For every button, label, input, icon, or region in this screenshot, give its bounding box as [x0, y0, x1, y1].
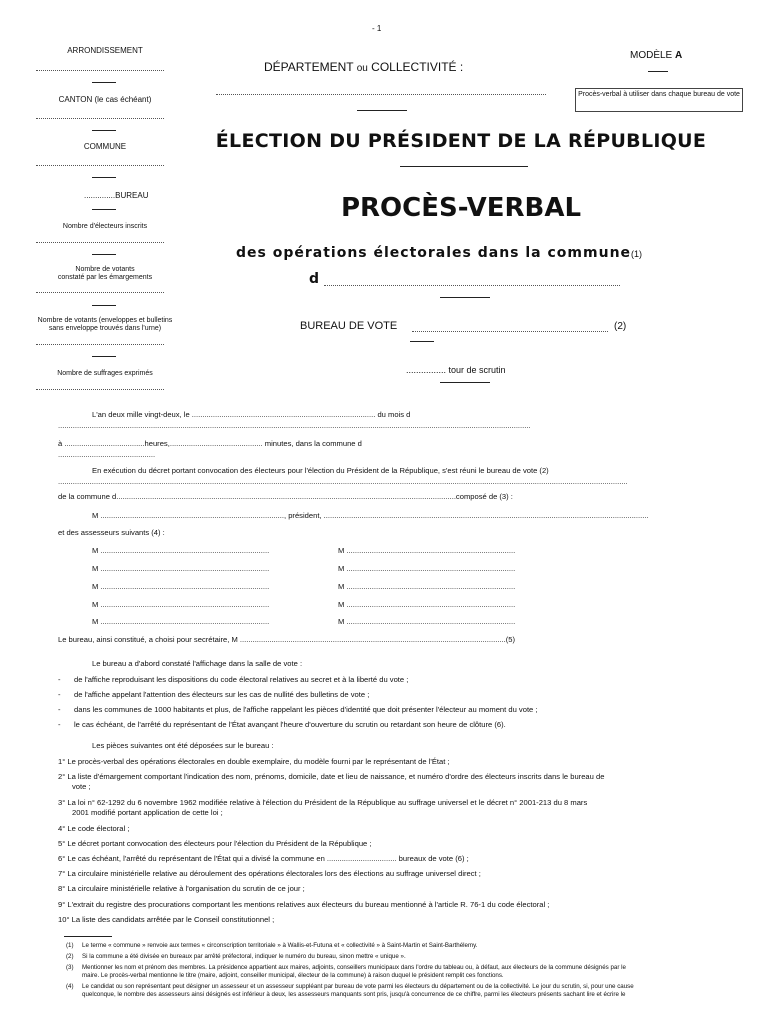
- modele-label: [630, 50, 682, 61]
- list-item: 1° Le procès-verbal des opérations électorales en double exemplaire, du modèle fourni par le représentant de l'État ;: [58, 757, 450, 766]
- pieces-intro: Les pièces suivantes ont été déposées sur le bureau :: [92, 741, 274, 750]
- assessor-field[interactable]: M ................................................................................: [338, 564, 516, 573]
- pv-title: PROCÈS-VERBAL: [340, 193, 582, 223]
- usage-note: Procès-verbal à utiliser dans chaque bureau de vote: [578, 91, 740, 98]
- arrondissement-field[interactable]: [36, 70, 164, 71]
- time-line: à ......................................heures,............................................ minutes, dans la commune d: [58, 439, 362, 448]
- divider: [92, 177, 116, 178]
- departement-heading: [264, 60, 463, 74]
- enveloppes-field[interactable]: [36, 344, 164, 345]
- date-line: L'an deux mille vingt-deux, le ....................................................................................... du mois d: [92, 410, 411, 419]
- departement-field[interactable]: [216, 94, 546, 95]
- arrondissement-label: ARRONDISSEMENT: [67, 46, 143, 55]
- votants-field[interactable]: [36, 292, 164, 293]
- assesseurs-intro: et des assesseurs suivants (4) :: [58, 528, 165, 537]
- tour-field[interactable]: ................: [406, 365, 447, 375]
- list-item-cont: vote ;: [72, 782, 91, 791]
- footnote-text: Mentionner les nom et prénom des membres. La présidence appartient aux maires, adjoints, conseillers municipaux dans l'ordre du tableau ou, à défaut, aux électeurs de la commune désignés par le: [82, 964, 626, 971]
- footnote-text: Si la commune a été divisée en bureaux par arrêté préfectoral, indiquer le numéro du bureau, sinon mettre « unique ».: [82, 953, 406, 960]
- operations-heading: [236, 244, 642, 261]
- divider: [92, 82, 116, 83]
- assessor-field[interactable]: M ................................................................................: [338, 546, 516, 555]
- list-item: 4° Le code électoral ;: [58, 824, 130, 833]
- list-item: 10° La liste des candidats arrêtée par le Conseil constitutionnel ;: [58, 915, 275, 924]
- decret-line: En exécution du décret portant convocation des électeurs pour l'élection du Président de la République, s'est réuni le bureau de vote (2): [92, 466, 549, 475]
- commune-d-letter: d: [309, 271, 320, 287]
- footnote-number: (4): [66, 983, 74, 990]
- list-item: le cas échéant, de l'arrêté du représentant de l'État avançant l'heure d'ouverture du scrutin ou retardant son heure de clôture (6).: [74, 720, 506, 729]
- bullet: -: [58, 675, 61, 684]
- affichage-intro: Le bureau a d'abord constaté l'affichage dans la salle de vote :: [92, 659, 303, 668]
- assessor-field[interactable]: M ................................................................................: [338, 600, 516, 609]
- list-item: 8° La circulaire ministérielle relative à l'organisation du scrutin de ce jour ;: [58, 884, 305, 893]
- enveloppes-label-2: sans enveloppe trouvés dans l'urne): [48, 325, 162, 332]
- collectivite-text: COLLECTIVITÉ :: [371, 60, 464, 74]
- divider: [92, 356, 116, 357]
- footnote-rule: [64, 936, 112, 937]
- divider: [410, 341, 434, 342]
- suffrages-label: Nombre de suffrages exprimés: [57, 370, 153, 377]
- divider: [92, 305, 116, 306]
- enveloppes-label-1: Nombre de votants (enveloppes et bulletins: [37, 317, 173, 324]
- divider: [357, 110, 407, 111]
- bureau-prefix: ..............: [84, 191, 116, 200]
- divider: [440, 382, 490, 383]
- commune-name-field[interactable]: [324, 285, 620, 286]
- operations-text: des opérations électorales dans la commune: [236, 245, 632, 261]
- footnote-number: (2): [66, 953, 74, 960]
- list-item: 9° L'extrait du registre des procurations comportant les mentions relatives aux électeurs du bureau mentionné à l'article R. 76-1 du code électoral ;: [58, 900, 550, 909]
- list-item: 7° La circulaire ministérielle relative au déroulement des opérations électorales lors des élections au suffrage universel direct ;: [58, 869, 481, 878]
- president-line: M ......................................................................................., président, ..........................................................................................................................................................: [92, 511, 649, 520]
- assessor-field[interactable]: M ................................................................................: [338, 617, 516, 626]
- ou-text: ou: [356, 63, 368, 74]
- bullet: -: [58, 705, 61, 714]
- canton-field[interactable]: [36, 118, 164, 119]
- page-number: - 1: [372, 24, 382, 33]
- list-item: 2° La liste d'émargement comportant l'indication des nom, prénoms, domicile, date et lieu de naissance, et numéro d'ordre des électeurs inscrits dans le bureau de: [58, 772, 605, 781]
- footnote-text: Le candidat ou son représentant peut désigner un assesseur et un assesseur suppléant par bureau de vote parmi les électeurs du département ou de la collectivité. Le jour du scrutin, si, pour une cause: [82, 983, 634, 990]
- departement-text: DÉPARTEMENT: [264, 60, 354, 74]
- divider: [440, 297, 490, 298]
- divider: [400, 166, 528, 167]
- bullet: -: [58, 720, 61, 729]
- tour-label: [406, 365, 506, 375]
- footnote-text: quelconque, le nombre des assesseurs ainsi désignés est inférieur à deux, les assesseurs manquants sont pris, jusqu'à concurrence de ce chiffre, parmi les électeurs présents sachant lire et écrire le: [82, 991, 626, 998]
- assessor-field[interactable]: M ................................................................................: [92, 600, 270, 609]
- election-title: ÉLECTION DU PRÉSIDENT DE LA RÉPUBLIQUE: [215, 130, 707, 152]
- bureau-ref: (2): [614, 321, 627, 332]
- assessor-field[interactable]: M ................................................................................: [92, 564, 270, 573]
- votants-label-2: constaté par les émargements: [57, 274, 153, 281]
- assessor-field[interactable]: M ................................................................................: [92, 546, 270, 555]
- divider: [92, 254, 116, 255]
- bureau-de-vote-field[interactable]: [412, 331, 608, 332]
- modele-text: MODÈLE: [630, 50, 673, 61]
- list-item: 3° La loi n° 62-1292 du 6 novembre 1962 modifiée relative à l'élection du Président de la République au suffrage universel et le décret n° 2001-213 du 8 mars: [58, 798, 588, 807]
- list-item: de l'affiche reproduisant les dispositions du code électoral relatives au secret et à la liberté du vote ;: [74, 675, 409, 684]
- votants-label-1: Nombre de votants: [75, 266, 135, 273]
- list-item-cont: 2001 modifié portant application de cette loi ;: [72, 808, 223, 817]
- operations-ref: (1): [631, 249, 643, 259]
- inscrits-field[interactable]: [36, 242, 164, 243]
- footnote-text: maire. Le procès-verbal mentionne le titre (maire, adjoint, conseiller municipal, électeur de la commune) à raison duquel le président remplit ces fonctions.: [82, 972, 504, 979]
- bureau-de-vote-label: BUREAU DE VOTE: [300, 320, 398, 332]
- list-item: 6° Le cas échéant, l'arrêté du représentant de l'État qui a divisé la commune en ................................. bureaux de vote (6) ;: [58, 854, 469, 863]
- divider: [648, 71, 668, 72]
- date-line-cont: ................................................................................................................................................................................................................................: [58, 421, 531, 430]
- divider: [92, 209, 116, 210]
- inscrits-label: Nombre d'électeurs inscrits: [62, 223, 148, 230]
- tour-text: tour de scrutin: [448, 365, 506, 375]
- commune-label: COMMUNE: [83, 142, 127, 151]
- footnote-text: Le terme « commune » renvoie aux termes « circonscription territoriale » à Wallis-et-Futuna et « collectivité » à Saint-Martin et Saint-Barthélemy.: [82, 942, 478, 949]
- usage-note-box: [575, 88, 743, 112]
- commune-field[interactable]: [36, 165, 164, 166]
- list-item: dans les communes de 1000 habitants et plus, de l'affiche rappelant les pièces d'identité que doit présenter l'électeur au moment du vote ;: [74, 705, 538, 714]
- assessor-field[interactable]: M ................................................................................: [92, 617, 270, 626]
- assessor-field[interactable]: M ................................................................................: [338, 582, 516, 591]
- bullet: -: [58, 690, 61, 699]
- list-item: 5° Le décret portant convocation des électeurs pour l'élection du Président de la République ;: [58, 839, 372, 848]
- suffrages-field[interactable]: [36, 389, 164, 390]
- secretaire-line: Le bureau, ainsi constitué, a choisi pour secrétaire, M ..............................................................................................................................(5): [58, 635, 516, 644]
- canton-label: CANTON (le cas échéant): [58, 95, 152, 104]
- assessor-field[interactable]: M ................................................................................: [92, 582, 270, 591]
- commune-compose-line: de la commune d.................................................................................................................................................................composé de (3) :: [58, 492, 513, 501]
- footnote-number: (3): [66, 964, 74, 971]
- list-item: de l'affiche appelant l'attention des électeurs sur les cas de nullité des bulletins de vote ;: [74, 690, 370, 699]
- bureau-text: BUREAU: [115, 191, 149, 200]
- bureau-label: [84, 191, 148, 200]
- modele-letter: A: [675, 50, 683, 61]
- decret-line-cont: ..............................................................................................................................................................................................................................................................................: [58, 477, 628, 486]
- time-line-cont: ..............................................: [58, 450, 156, 459]
- divider: [92, 130, 116, 131]
- footnote-number: (1): [66, 942, 74, 949]
